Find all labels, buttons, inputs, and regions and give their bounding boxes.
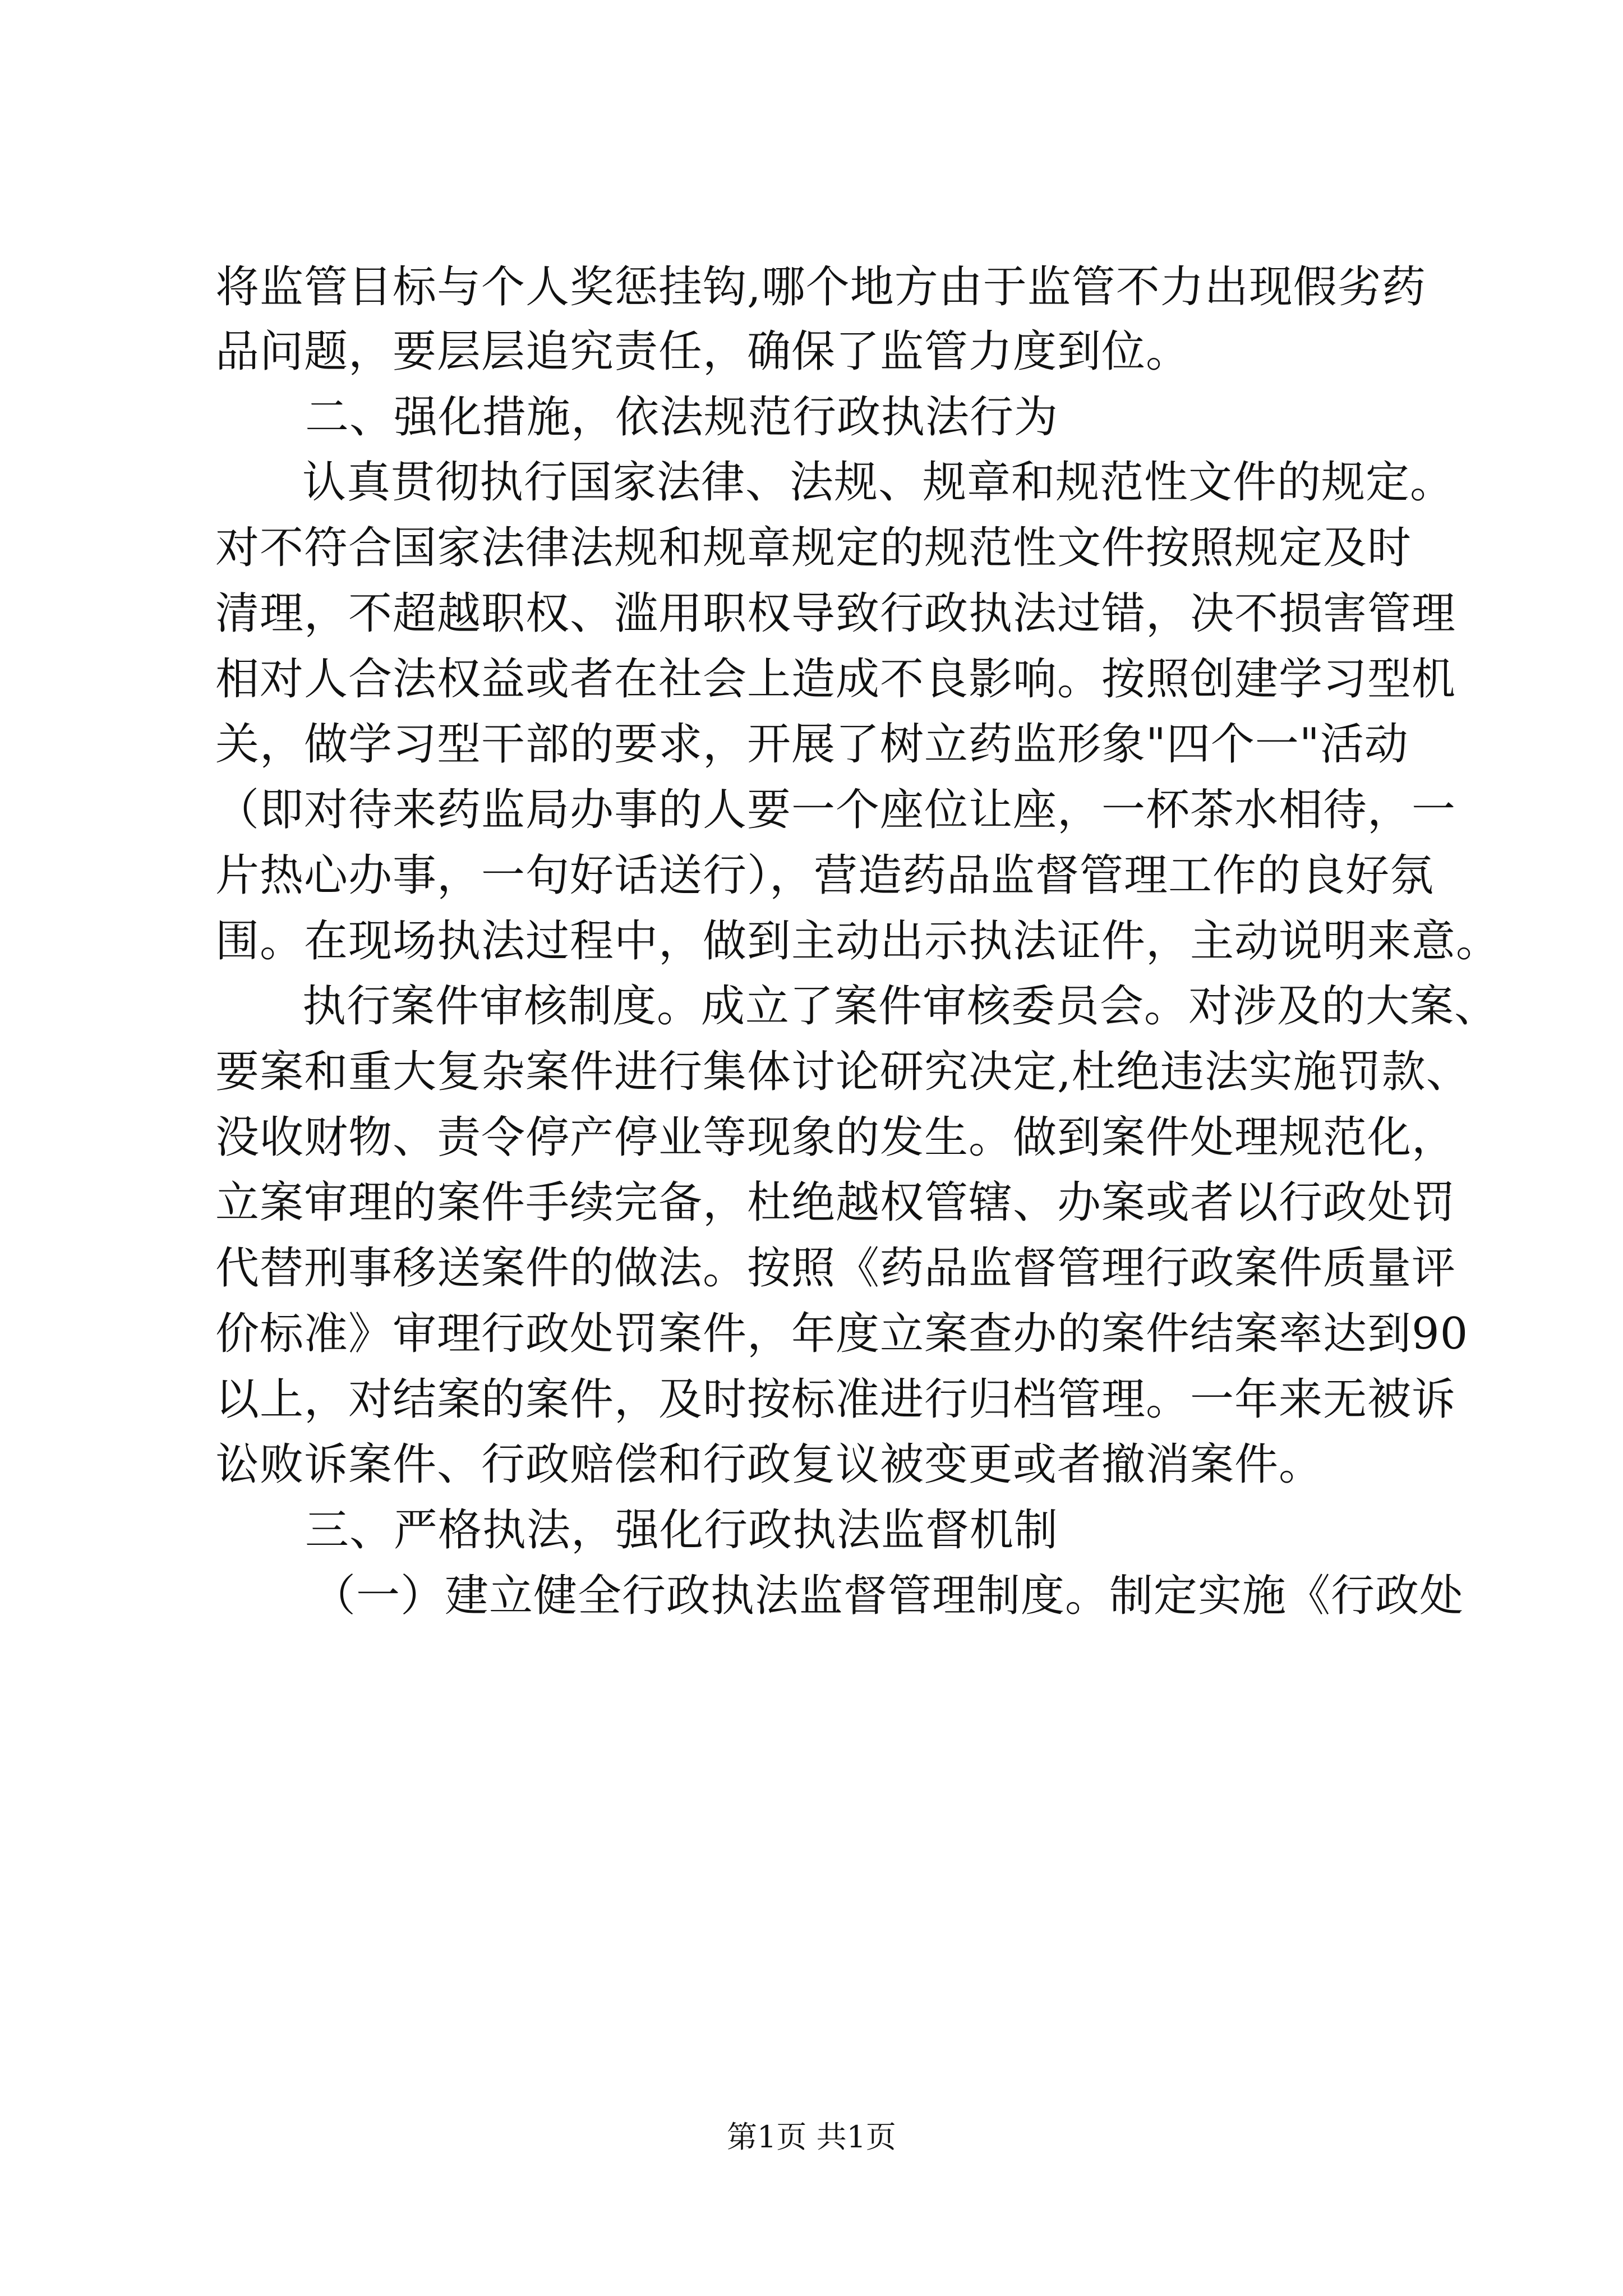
body-line: 围。在现场执法过程中，做到主动出示执法证件，主动说明来意。 bbox=[215, 916, 1501, 967]
body-line: 没收财物、责令停产停业等现象的发生。做到案件处理规范化， bbox=[215, 1112, 1456, 1163]
page-footer: 第1页 共1页 bbox=[727, 2119, 896, 2155]
body-line: 关，做学习型干部的要求，开展了树立药监形象"四个一"活动 bbox=[215, 719, 1409, 770]
body-line: 讼败诉案件、行政赔偿和行政复议被变更或者撤消案件。 bbox=[215, 1439, 1324, 1490]
body-line: 品问题，要层层追究责任，确保了监管力度到位。 bbox=[215, 326, 1191, 377]
body-line: 要案和重大复杂案件进行集体讨论研究决定,杜绝违法实施罚款、 bbox=[215, 1047, 1470, 1097]
body-line: 片热心办事，一句好话送行），营造药品监督管理工作的良好氛 bbox=[215, 850, 1435, 901]
section-heading: 三、严格执法，强化行政执法监督机制 bbox=[305, 1505, 1059, 1556]
body-line: 将监管目标与个人奖惩挂钩,哪个地方由于监管不力出现假劣药 bbox=[215, 262, 1426, 312]
body-line: 以上，对结案的案件，及时按标准进行归档管理。一年来无被诉 bbox=[215, 1374, 1456, 1425]
body-line: 相对人合法权益或者在社会上造成不良影响。按照创建学习型机 bbox=[215, 654, 1456, 705]
body-line: 代替刑事移送案件的做法。按照《药品监督管理行政案件质量评 bbox=[215, 1243, 1456, 1294]
paragraph-first-line: 执行案件审核制度。成立了案件审核委员会。对涉及的大案、 bbox=[302, 981, 1499, 1032]
subsection-heading: （一）建立健全行政执法监督管理制度。制定实施《行政处 bbox=[312, 1571, 1464, 1621]
body-line: （即对待来药监局办事的人要一个座位让座，一杯茶水相待，一 bbox=[215, 785, 1456, 835]
body-line: 清理，不超越职权、滥用职权导致行政执法过错，决不损害管理 bbox=[215, 588, 1456, 639]
paragraph-first-line: 认真贯彻执行国家法律、法规、规章和规范性文件的规定。 bbox=[302, 457, 1455, 508]
body-line: 价标准》审理行政处罚案件，年度立案查办的案件结案率达到90 bbox=[215, 1309, 1469, 1359]
section-heading: 二、强化措施，依法规范行政执法行为 bbox=[305, 392, 1059, 443]
body-line: 对不符合国家法律法规和规章规定的规范性文件按照规定及时 bbox=[215, 523, 1412, 573]
body-line: 立案审理的案件手续完备，杜绝越权管辖、办案或者以行政处罚 bbox=[215, 1177, 1456, 1228]
